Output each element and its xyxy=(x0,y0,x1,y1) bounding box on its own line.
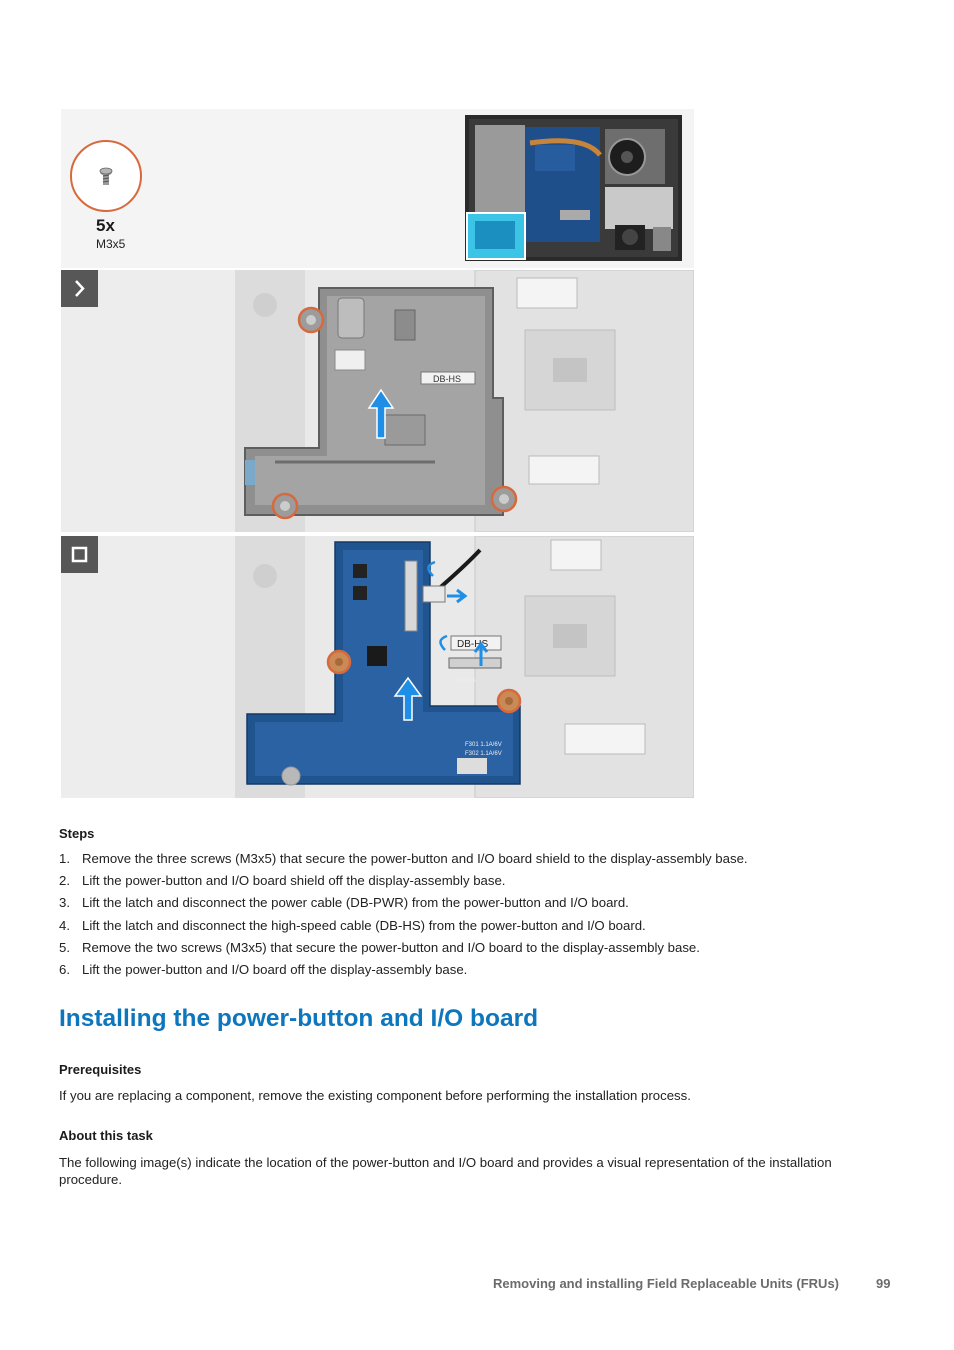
screw-callout xyxy=(70,140,142,212)
step-text: Lift the latch and disconnect the power cable (DB-PWR) from the power-button and I/O board. xyxy=(82,895,629,911)
step-text: Lift the power-button and I/O board shield off the display-assembly base. xyxy=(82,873,506,889)
stop-badge xyxy=(61,536,98,573)
step-item xyxy=(59,894,899,916)
square-stop-icon xyxy=(61,536,98,573)
step-item xyxy=(59,961,899,983)
fuse-f301-label: F301 1.1A/6V xyxy=(465,742,502,748)
step-number: 1. xyxy=(59,851,70,866)
board-removal-image xyxy=(235,536,694,798)
screw-size: M3x5 xyxy=(96,237,126,251)
step1-panel xyxy=(61,270,694,532)
steps-list xyxy=(59,850,899,983)
step-number: 5. xyxy=(59,939,70,955)
step-item xyxy=(59,939,899,961)
step-item xyxy=(59,872,899,894)
about-task-text: The following image(s) indicate the location of the power-button and I/O board and provides a visual representation of the installation procedure. xyxy=(59,1155,832,1187)
next-step-badge xyxy=(61,270,98,307)
section-title: Installing the power-button and I/O board xyxy=(59,1005,539,1032)
step-number: 4. xyxy=(59,917,70,933)
chevron-right-icon xyxy=(61,270,98,307)
db-hs-cable-label: DB-HS xyxy=(457,639,489,650)
step-number: 2. xyxy=(59,873,70,889)
about-task-heading: About this task xyxy=(59,1128,153,1143)
step-text: Remove the three screws (M3x5) that secure the power-button and I/O board shield to the display-assembly base. xyxy=(82,851,748,866)
removal-figure xyxy=(61,109,694,798)
step-text: Lift the power-button and I/O board off the display-assembly base. xyxy=(82,961,468,977)
step-number: 6. xyxy=(59,961,70,977)
screw-quantity: 5x xyxy=(96,216,115,235)
step-item xyxy=(59,850,899,872)
screw-icon xyxy=(72,142,140,210)
db-hs-board-label: DB-HS xyxy=(457,678,476,684)
step-item xyxy=(59,917,899,939)
step-text: Lift the latch and disconnect the high-speed cable (DB-HS) from the power-button and I/O board. xyxy=(82,917,646,933)
step2-panel xyxy=(61,536,694,798)
figure-legend xyxy=(61,109,694,268)
footer-chapter-title: Removing and installing Field Replaceable Units (FRUs) xyxy=(493,1276,839,1291)
prerequisites-text: If you are replacing a component, remove the existing component before performing the installation process. xyxy=(59,1088,691,1103)
steps-heading: Steps xyxy=(59,826,95,841)
page-number: 99 xyxy=(876,1276,891,1291)
db-hs-label: DB-HS xyxy=(433,374,462,384)
shield-removal-image xyxy=(235,270,694,532)
device-overview-image xyxy=(465,115,682,261)
fuse-f302-label: F302 1.1A/6V xyxy=(465,751,502,757)
prerequisites-heading: Prerequisites xyxy=(59,1062,142,1077)
step-number: 3. xyxy=(59,895,70,911)
step-text: Remove the two screws (M3x5) that secure the power-button and I/O board to the display-assembly base. xyxy=(82,939,700,955)
